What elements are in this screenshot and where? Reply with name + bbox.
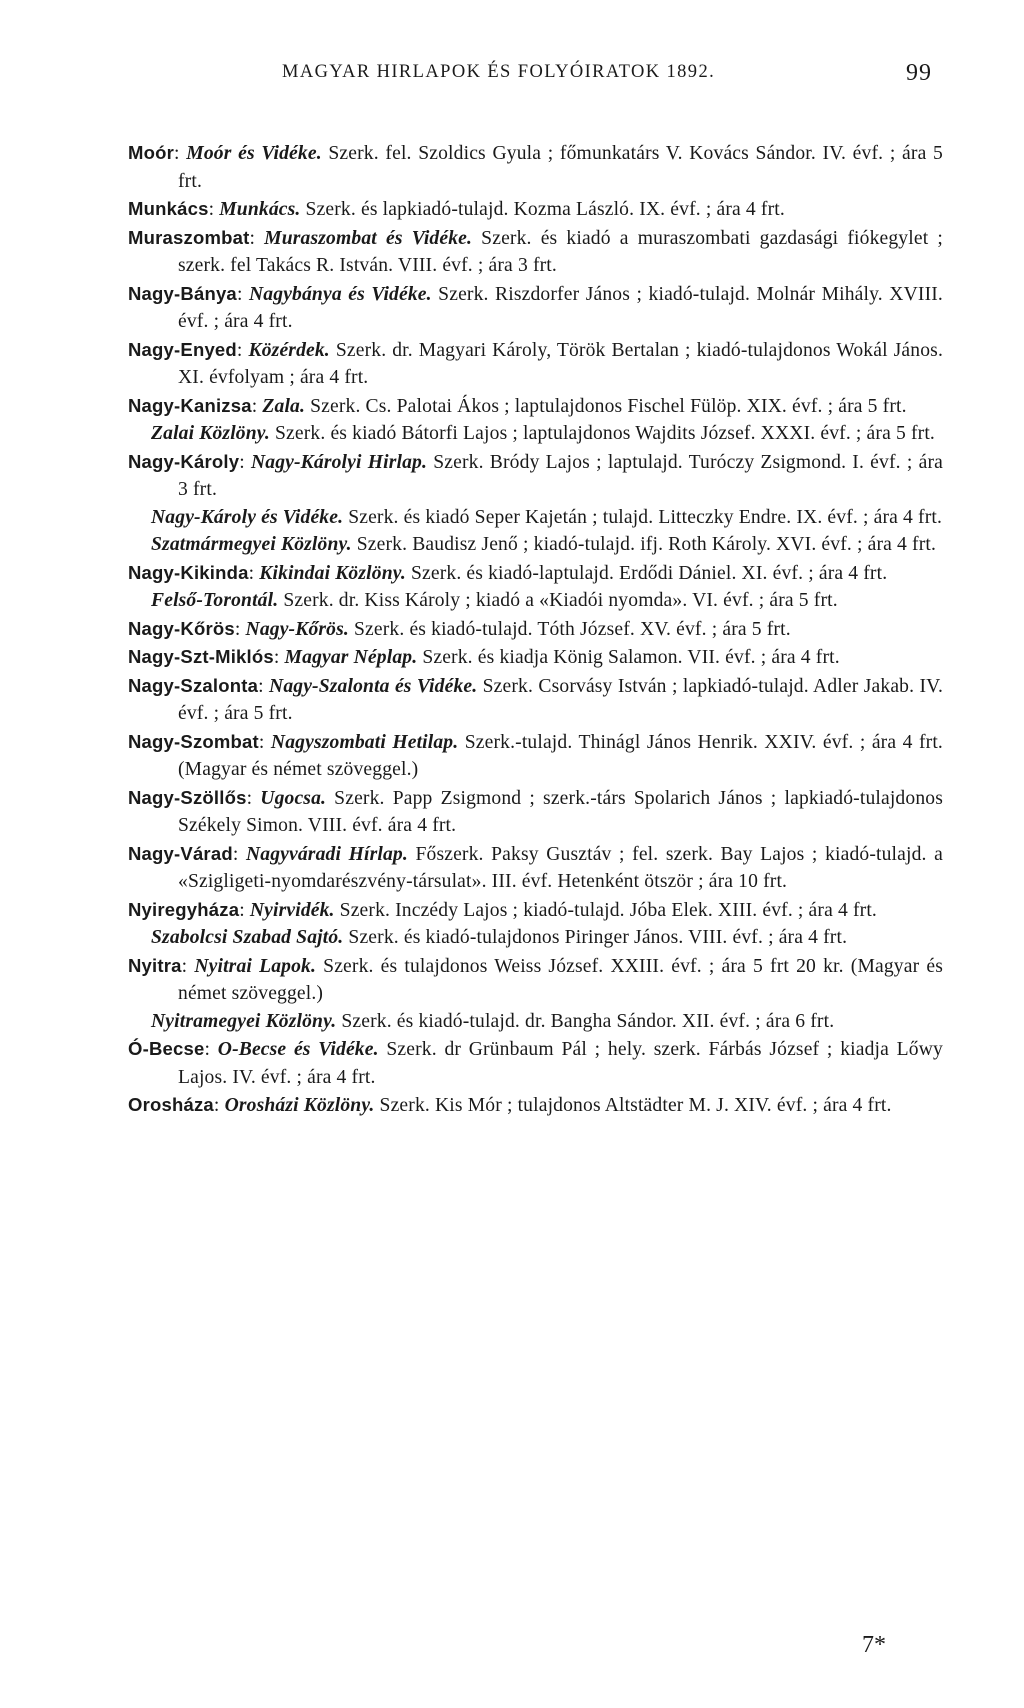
entry-paper-title: Szabolcsi Szabad Sajtó. [151,927,344,948]
entry-details: Szerk. és kiadó-laptulajd. Erdődi Dániel. XI. évf. ; ára 4 frt. [405,562,888,584]
entry-separator: : [273,647,285,668]
entry-details: Szerk. Bródy Lajos ; laptulajd. Turóczy Zsigmond. I. évf. ; ára 3 frt. [178,451,943,500]
directory-entry [128,587,943,615]
entry-paper-title: Nagy-Károlyi Hirlap. [250,451,428,473]
directory-entry [128,728,943,784]
entry-paper-title: Muraszombat és Vidéke. [264,227,473,249]
directory-entry [128,924,943,952]
directory-entry [128,1091,943,1120]
directory-entry [128,1008,943,1036]
entry-details: Szerk. dr. Kiss Károly ; kiadó a «Kiadói nyomda». VI. évf. ; ára 5 frt. [278,590,838,611]
entry-separator: : [213,1095,225,1116]
entry-separator: : [258,675,270,697]
directory-entry [128,420,943,448]
entry-place: Nagy-Várad [128,842,233,864]
entry-details: Szerk. Cs. Palotai Ákos ; laptulajdonos Fischel Fülöp. XIX. évf. ; ára 5 frt. [305,395,907,417]
entry-details: Főszerk. Paksy Gusztáv ; fel. szerk. Bay Lajos ; kiadó-tulajd. a «Szigligeti-nyomdarészvény-társulat». III. évf. Hetenként ötször ; ára 10 frt. [178,843,943,892]
entry-place: Moór [128,142,175,163]
directory-entry [128,139,943,195]
entry-place: Nagy-Szt-Miklós [128,646,274,667]
entry-separator: : [236,339,249,361]
entry-details: Szerk. és kiadó-tulajdonos Piringer János. VIII. évf. ; ára 4 frt. [343,927,848,948]
entry-paper-title: Ugocsa. [260,787,327,809]
entry-details: Szerk. és kiadó-tulajd. dr. Bangha Sándor. XII. évf. ; ára 6 frt. [336,1010,835,1032]
directory-entry [128,280,943,336]
entry-details: Szerk. dr. Magyari Károly, Török Bertalan ; kiadó-tulajdonos Wokál János. XI. évfolyam ; ára 4 frt. [178,339,943,388]
entry-paper-title: Felső-Torontál. [151,590,279,611]
entry-separator: : [249,227,265,249]
entry-paper-title: Nyitrai Lapok. [194,955,317,977]
entry-paper-title: Nagybánya és Vidéke. [249,283,432,305]
entry-separator: : [234,618,246,640]
running-title: MAGYAR HIRLAPOK ÉS FOLYÓIRATOK 1892. [282,62,716,82]
entry-separator: : [248,562,260,584]
entry-details: Szerk. Csorvásy István ; lapkiadó-tulajd. Adler Jakab. IV. évf. ; ára 5 frt. [178,675,943,724]
page-number: 99 [906,60,932,86]
entry-details: Szerk. és kiadja König Salamon. VII. évf. ; ára 4 frt. [417,647,840,668]
entry-details: Szerk. Inczédy Lajos ; kiadó-tulajd. Jóba Elek. XIII. évf. ; ára 4 frt. [334,899,877,921]
directory-entry [128,195,943,224]
entry-details: Szerk. Baudisz Jenő ; kiadó-tulajd. ifj. Roth Károly. XVI. évf. ; ára 4 frt. [351,534,937,555]
entry-details: Szerk. fel. Szoldics Gyula ; főmunkatárs V. Kovács Sándor. IV. évf. ; ára 5 frt. [178,143,943,192]
entry-list [128,139,943,1120]
entry-separator: : [258,731,271,753]
directory-entry [128,224,943,280]
entry-details: Szerk. és kiadó a muraszombati gazdasági fiókegylet ; szerk. fel Takács R. István. VIII. évf. ; ára 3 frt. [178,227,943,276]
entry-separator: : [236,283,249,305]
entry-details: Szerk. Riszdorfer János ; kiadó-tulajd. Molnár Mihály. XVIII. évf. ; ára 4 frt. [178,283,943,332]
entry-paper-title: Moór és Vidéke. [186,143,322,164]
entry-separator: : [239,899,250,921]
entry-paper-title: Nyirvidék. [249,899,335,921]
entry-separator: : [174,143,187,164]
entry-separator: : [251,395,263,417]
entry-paper-title: Nyitramegyei Közlöny. [151,1010,337,1032]
entry-place: Munkács [128,198,209,219]
entry-paper-title: Nagy-Kőrös. [245,618,349,640]
directory-entry [128,643,943,672]
entry-separator: : [239,451,251,473]
entry-details: Szerk. és kiadó Seper Kajetán ; tulajd. Litteczky Endre. IX. évf. ; ára 4 frt. [343,506,943,528]
entry-details: Szerk. dr Grünbaum Pál ; hely. szerk. Fárbás József ; kiadja Lőwy Lajos. IV. évf. ; ára 4 frt. [178,1039,943,1088]
entry-place: Nagy-Szöllős [128,786,247,808]
entry-paper-title: Nagy-Károly és Vidéke. [151,506,344,528]
directory-entry [128,615,943,644]
directory-entry [128,896,943,925]
entry-details: Szerk. és kiadó Bátorfi Lajos ; laptulajdonos Wajdits József. XXXI. évf. ; ára 5 frt. [269,423,935,444]
entry-place: Ó-Becse [128,1038,205,1059]
entry-paper-title: Nagyváradi Hírlap. [245,843,408,865]
entry-separator: : [204,1039,218,1060]
entry-place: Nagy-Enyed [128,338,237,360]
printer-signature-mark: 7* [862,1632,886,1658]
entry-details: Szerk. és kiadó-tulajd. Tóth József. XV. évf. ; ára 5 frt. [348,618,791,640]
entry-paper-title: Közérdek. [248,339,330,361]
entry-place: Nagy-Szalonta [128,674,259,696]
entry-details: Szerk. és tulajdonos Weiss József. XXIII. évf. ; ára 5 frt 20 kr. (Magyar és német szöveggel.) [178,955,943,1004]
entry-separator: : [208,199,220,220]
directory-entry [128,672,943,728]
entry-place: Nyiregyháza [128,898,240,920]
entry-place: Nyitra [128,954,182,976]
directory-entry [128,559,943,588]
directory-entry [128,531,943,559]
entry-separator: : [246,787,261,809]
entry-place: Nagy-Kőrös [128,617,235,639]
entry-details: Szerk. Kis Mór ; tulajdonos Altstädter M. J. XIV. évf. ; ára 4 frt. [374,1095,892,1116]
directory-entry [128,504,943,532]
entry-details: Szerk.-tulajd. Thinágl János Henrik. XXIV. évf. ; ára 4 frt. (Magyar és német szöveggel.) [178,731,943,780]
entry-paper-title: Nagyszombati Hetilap. [270,731,459,753]
directory-entry [128,784,943,840]
directory-entry [128,840,943,896]
entry-place: Nagy-Szombat [128,730,259,752]
entry-place: Muraszombat [128,226,250,248]
entry-paper-title: Nagy-Szalonta és Vidéke. [269,675,478,697]
directory-entry [128,392,943,421]
entry-details: Szerk. és lapkiadó-tulajd. Kozma László. IX. évf. ; ára 4 frt. [300,199,785,220]
entry-place: Orosháza [128,1094,214,1115]
entry-place: Nagy-Kanizsa [128,394,252,416]
entry-separator: : [232,843,246,865]
entry-paper-title: O-Becse és Vidéke. [217,1039,379,1060]
entry-place: Nagy-Károly [128,450,240,472]
entry-paper-title: Zala. [262,395,306,417]
entry-place: Nagy-Bánya [128,282,237,304]
entry-paper-title: Magyar Néplap. [284,647,418,668]
directory-entry [128,448,943,504]
entry-separator: : [181,955,195,977]
directory-entry [128,336,943,392]
entry-place: Nagy-Kikinda [128,561,249,583]
directory-entry [128,952,943,1008]
entry-paper-title: Zalai Közlöny. [151,423,270,444]
entry-details: Szerk. Papp Zsigmond ; szerk.-társ Spolarich János ; lapkiadó-tulajdonos Székely Simon. VIII. évf. ára 4 frt. [178,787,943,836]
entry-paper-title: Orosházi Közlöny. [224,1095,375,1116]
entry-paper-title: Szatmármegyei Közlöny. [151,534,352,555]
entry-paper-title: Kikindai Közlöny. [259,562,406,584]
directory-entry [128,1035,943,1091]
entry-paper-title: Munkács. [219,199,301,220]
